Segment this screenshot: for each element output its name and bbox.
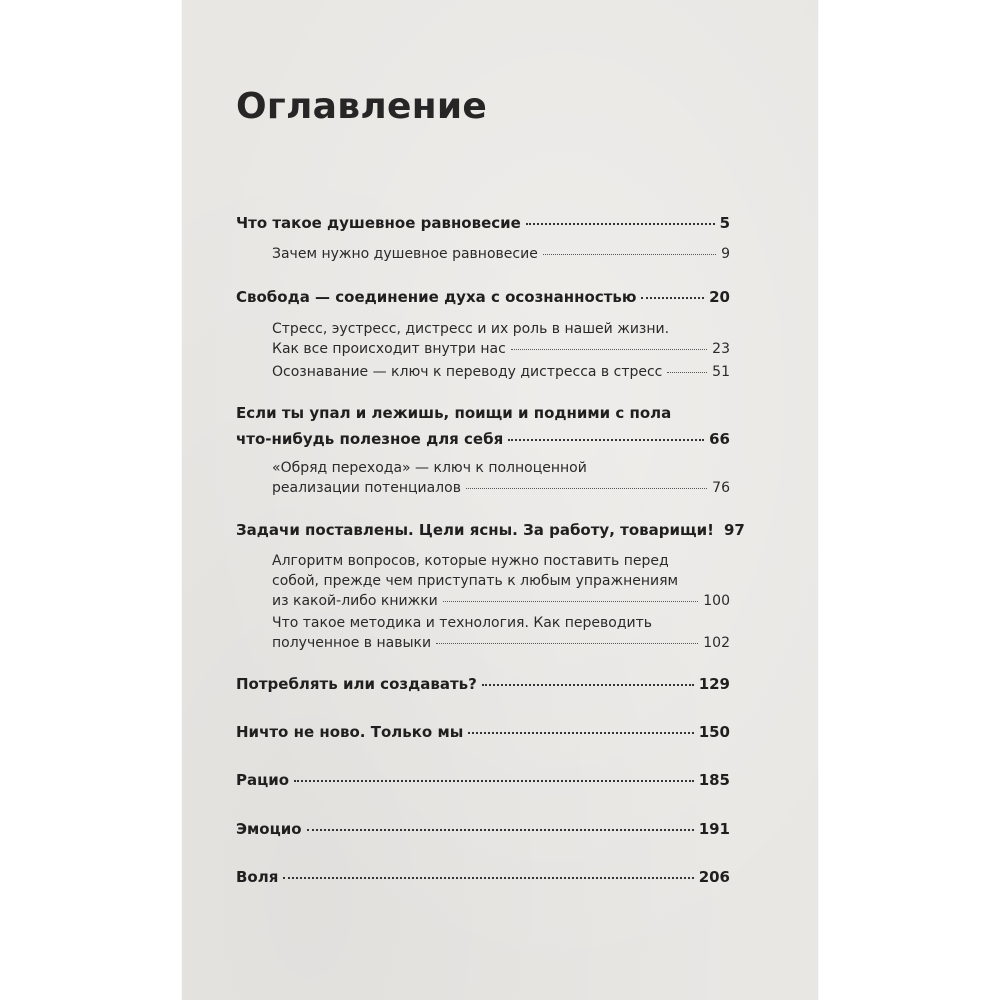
dot-leader <box>294 780 694 782</box>
toc-entry-title-line: Стресс, эустресс, дистресс и их роль в нашей жизни. <box>272 321 670 337</box>
toc-entry-title-line: Что такое методика и технология. Как переводить <box>272 615 653 631</box>
toc-entry-title: Свобода — соединение духа с осознанностью <box>236 288 637 306</box>
toc-entry-title: реализации потенциалов <box>272 480 461 496</box>
toc-chapter-entry <box>236 216 730 231</box>
dot-leader <box>482 684 694 686</box>
dot-leader <box>641 297 704 299</box>
dot-leader <box>468 732 693 734</box>
toc-entry-title: Задачи поставлены. Цели ясны. За работу, товарищи! <box>236 521 714 539</box>
toc-entry-title: Потреблять или создавать? <box>236 675 477 693</box>
toc-section-entry <box>272 247 730 261</box>
toc-page-number: 51 <box>712 364 730 380</box>
toc-chapter-entry <box>236 773 730 788</box>
toc-page-number: 100 <box>703 593 730 609</box>
toc-entry-title-line: собой, прежде чем приступать к любым упражнениям <box>272 573 679 589</box>
toc-page-number: 150 <box>698 723 730 741</box>
toc-entry-title: Ничто не ново. Только мы <box>236 723 464 741</box>
toc-entry-title: Что такое душевное равновесие <box>236 214 521 232</box>
toc-chapter-entry <box>236 870 730 885</box>
page-title: Оглавление <box>236 86 488 127</box>
toc-page-number: 206 <box>698 868 730 886</box>
toc-entry-title-line: Алгоритм вопросов, которые нужно поставить перед <box>272 553 669 569</box>
toc-chapter-entry <box>236 822 730 837</box>
toc-entry-title: Воля <box>236 868 279 886</box>
toc-entry-title-line: «Обряд перехода» — ключ к полноценной <box>272 460 587 476</box>
toc-entry-title: Как все происходит внутри нас <box>272 341 506 357</box>
toc-page-number: 102 <box>703 635 730 651</box>
toc-page-number: 9 <box>721 246 730 262</box>
dot-leader <box>466 488 707 489</box>
dot-leader <box>511 349 707 350</box>
toc-entry-title: Зачем нужно душевное равновесие <box>272 246 538 262</box>
toc-section-entry <box>272 365 730 379</box>
toc-entry-title: Эмоцио <box>236 820 302 838</box>
dot-leader <box>436 643 698 644</box>
toc-page-number: 5 <box>719 214 730 232</box>
toc-chapter-entry <box>236 290 730 305</box>
toc-chapter-entry <box>236 432 730 447</box>
toc-chapter-entry <box>236 521 745 539</box>
toc-chapter-entry <box>236 725 730 740</box>
dot-leader <box>307 829 694 831</box>
dot-leader <box>667 372 707 373</box>
toc-chapter-entry <box>236 677 730 692</box>
toc-entry-title: Осознавание — ключ к переводу дистресса в стресс <box>272 364 663 380</box>
dot-leader <box>508 439 704 441</box>
toc-section-entry <box>272 636 730 650</box>
toc-section-entry <box>272 481 730 495</box>
toc-page-number: 76 <box>712 480 730 496</box>
toc-entry-title: полученное в навыки <box>272 635 432 651</box>
toc-section-entry <box>272 594 730 608</box>
toc-page-number: 191 <box>698 820 730 838</box>
book-page <box>182 0 818 1000</box>
toc-entry-title: Рацио <box>236 771 290 789</box>
dot-leader <box>443 601 698 602</box>
dot-leader <box>526 223 715 225</box>
toc-page-number: 97 <box>723 521 745 539</box>
dot-leader <box>283 877 693 879</box>
toc-page-number: 23 <box>712 341 730 357</box>
toc-page-number: 185 <box>698 771 730 789</box>
toc-page-number: 66 <box>709 430 730 448</box>
toc-entry-title: из какой-либо книжки <box>272 593 438 609</box>
toc-entry-title: что-нибудь полезное для себя <box>236 430 504 448</box>
dot-leader <box>543 254 716 255</box>
toc-page-number: 129 <box>698 675 730 693</box>
toc-entry-title-line: Если ты упал и лежишь, поищи и подними с пола <box>236 404 672 422</box>
toc-page-number: 20 <box>709 288 730 306</box>
toc-section-entry <box>272 342 730 356</box>
